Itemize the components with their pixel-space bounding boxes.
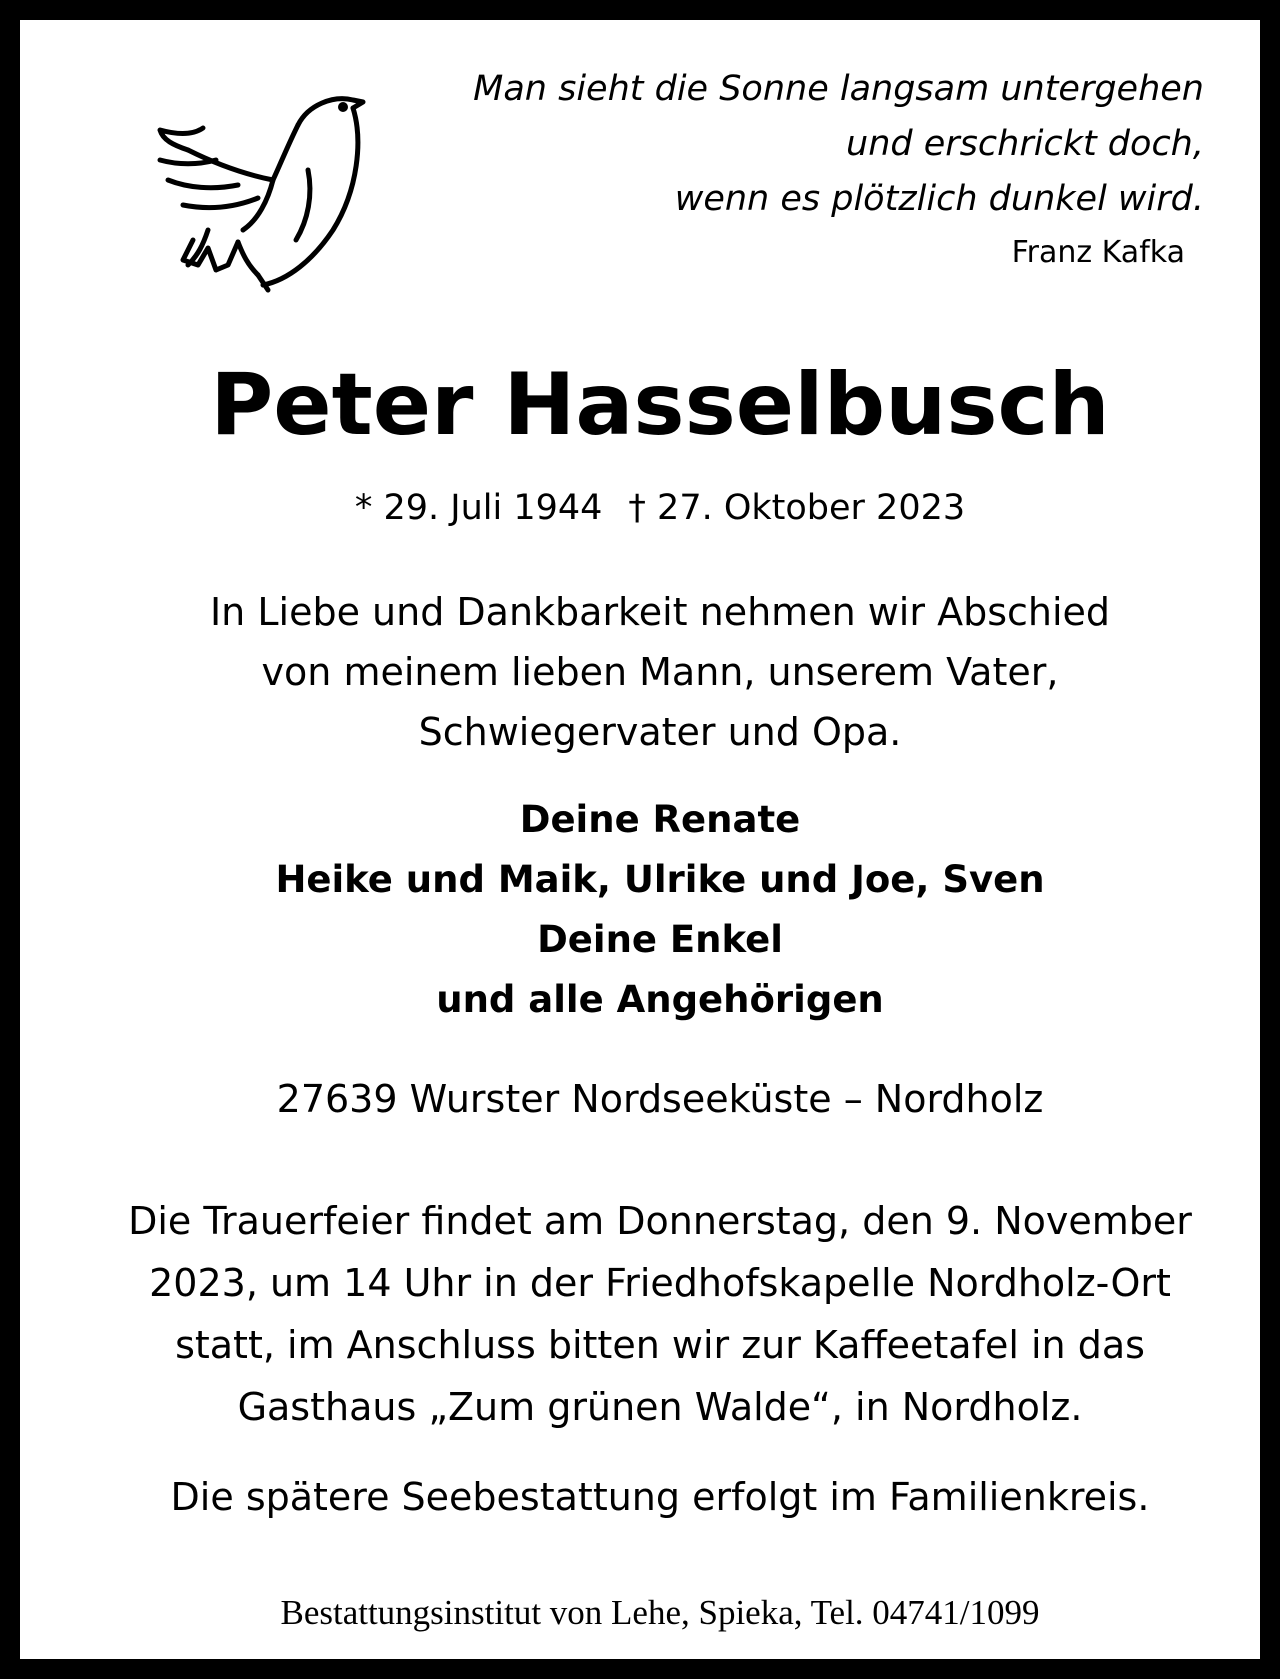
- burial-note: Die spätere Seebestattung erfolgt im Familienkreis.: [170, 1475, 1150, 1519]
- quote-author: Franz Kafka: [1011, 235, 1185, 270]
- kafka-quote: [384, 62, 1204, 227]
- mourners-list: [60, 790, 1260, 1030]
- ceremony-text: [60, 1190, 1260, 1438]
- quote-line: Man sieht die Sonne langsam untergehen: [473, 69, 1204, 109]
- mourner-line: Deine Enkel: [537, 918, 783, 961]
- ceremony-line: statt, im Anschluss bitten wir zur Kaffeetafel in das: [175, 1323, 1145, 1367]
- life-dates: [60, 488, 1260, 528]
- birth-date: * 29. Juli 1944: [354, 488, 603, 528]
- ceremony-line: Die Trauerfeier findet am Donnerstag, den 9. November: [128, 1199, 1192, 1243]
- death-date: † 27. Oktober 2023: [628, 488, 966, 528]
- farewell-text: [60, 582, 1260, 762]
- quote-line: und erschrickt doch,: [846, 124, 1204, 164]
- farewell-line: Schwiegervater und Opa.: [418, 710, 902, 754]
- place-line: 27639 Wurster Nordseeküste – Nordholz: [276, 1077, 1044, 1121]
- mourner-line: und alle Angehörigen: [436, 978, 884, 1021]
- mourner-line: Heike und Maik, Ulrike und Joe, Sven: [275, 858, 1045, 901]
- undertaker-line: Bestattungsinstitut von Lehe, Spieka, Tel. 04741/1099: [280, 1593, 1040, 1632]
- farewell-line: In Liebe und Dankbarkeit nehmen wir Abschied: [209, 590, 1111, 634]
- farewell-line: von meinem lieben Mann, unserem Vater,: [261, 650, 1059, 694]
- ceremony-line: 2023, um 14 Uhr in der Friedhofskapelle Nordholz-Ort: [149, 1261, 1171, 1305]
- ceremony-line: Gasthaus „Zum grünen Walde“, in Nordholz.: [237, 1385, 1083, 1429]
- quote-line: wenn es plötzlich dunkel wird.: [674, 179, 1204, 219]
- mourner-line: Deine Renate: [519, 798, 801, 841]
- deceased-name: Peter Hasselbusch: [210, 355, 1110, 455]
- dove-icon: [148, 80, 388, 300]
